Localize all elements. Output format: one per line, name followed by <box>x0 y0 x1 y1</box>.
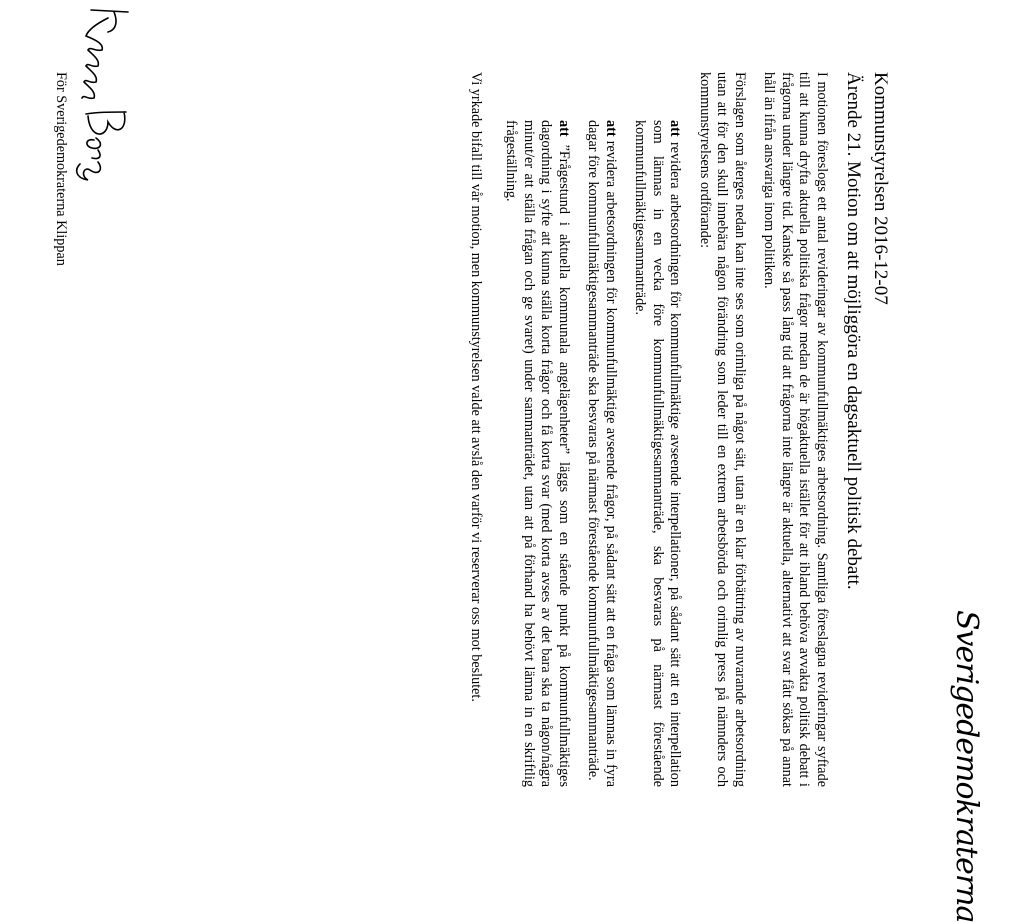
errand-heading: Ärende 21. Motion om att möjliggöra en dagsaktuell politisk debatt. <box>843 72 864 590</box>
proposal-text: ”Frågestund i aktuella kommunala angelägenheter” läggs som en stående punkt på kommunfullmäktiges dagordning i syfte att kunna ställa korta frågor och få korta svar (med korta avses av det bara ska ta någon/några minut/er att ställa frågan och ge svaret) under sammanträdet, utan att på förhand ha behövt lämna in en skriftlig frågeställning. <box>503 120 572 788</box>
handwritten-signature <box>74 0 146 190</box>
party-logo-text: Sverigedemokraterna <box>949 610 984 922</box>
proposal-questions <box>584 120 619 787</box>
proposal-question-time <box>502 120 572 787</box>
signoff-line: För Sverigedemokraterna Klippan <box>53 72 69 266</box>
proposal-att-label: att <box>667 120 684 137</box>
paragraph-proposals-intro: Förslagen som återges nedan kan inte ses som orimliga på något sätt, utan är en klar förbättring av nuvarande arbetsordning utan att för den skull innebära någon förändring som leder till en extrem arbetsbörda och orimlig press på nämnders och kommunstyrelsens ordförande: <box>697 72 748 787</box>
proposal-text: revidera arbetsordningen för kommunfullmäktige avseende frågor, på sådant sätt att en fråga som lämnas in fyra dagar före kommunfullmäktigesammanträde ska besvaras på närmast förestående kommunfullmäktigesammanträde. <box>585 120 619 788</box>
paragraph-conclusion: Vi yrkade bifall till vår motion, men kommunstyrelsen valde att avslå den varför vi reserverar oss mot beslutet. <box>468 72 484 702</box>
reservation-text <box>467 72 895 787</box>
proposal-att-label: att <box>556 120 572 137</box>
signature-drawing <box>74 0 146 190</box>
paragraph-motion-summary: I motionen föreslogs ett antal revideringar av kommunfullmäktiges arbetsordning. Samtliga föreslagna revideringar syftade till att kunna dryfta aktuella politiska frågor medan de är högaktuella istället för att ibland behöva avvakta politisk debatt i frågorna under längre tid. Kanske så pass lång tid att frågorna inte längre är aktuella, alternativt att svar fått sökas på annat håll än ifrån ansvariga inom politiken. <box>761 72 830 787</box>
proposal-text: revidera arbetsordningen för kommunfullmäktige avseende interpellationer, på sådant sätt att en interpellation som lämnas in en vecka före kommunfullmäktigesammanträde, ska besvaras på närmast förestående kommunfullmäktigesammanträde. <box>632 120 684 787</box>
party-logo <box>924 610 984 922</box>
meeting-heading: Kommunstyrelsen 2016-12-07 <box>870 72 891 305</box>
proposal-interpellations <box>631 120 684 787</box>
proposal-att-label: att <box>603 120 619 137</box>
